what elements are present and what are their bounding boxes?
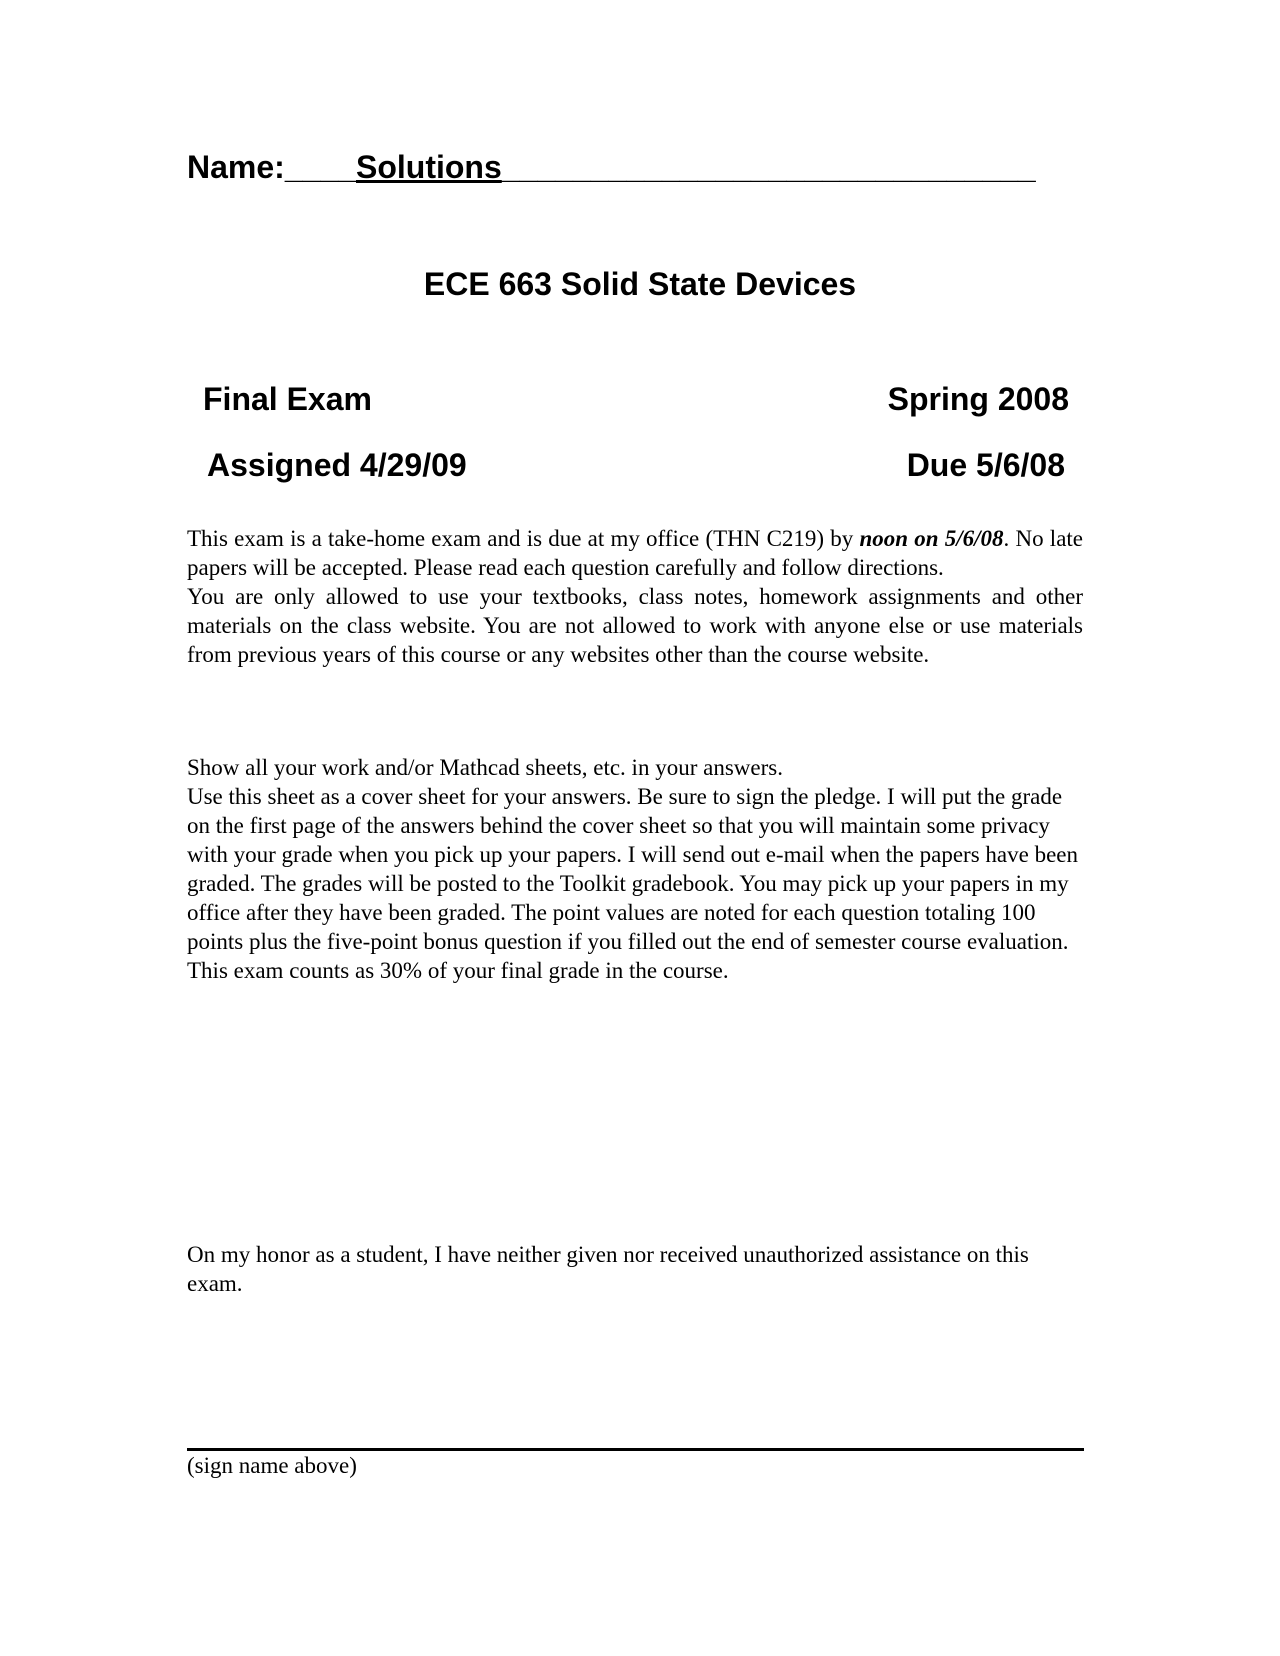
- course-title: ECE 663 Solid State Devices: [423, 266, 857, 302]
- deadline-emphasis: noon on 5/6/08: [859, 526, 1004, 551]
- exam-type: Final Exam: [203, 381, 372, 417]
- exam-type-row: [203, 380, 1069, 418]
- instructions-block-1: [187, 524, 1083, 669]
- para1-part2: . No late papers will be accepted. Please read each question carefully and follow directions.: [187, 526, 1084, 580]
- name-blank-trailing: ______________________________: [501, 149, 1036, 185]
- honor-pledge: On my honor as a student, I have neither given nor received unauthorized assistance on this exam.: [187, 1242, 1029, 1296]
- para1-part1: This exam is a take-home exam and is due at my office (THN C219) by: [187, 526, 860, 551]
- assigned-date: Assigned 4/29/09: [207, 447, 467, 483]
- signature-caption: (sign name above): [187, 1453, 357, 1478]
- name-blank-leading: ____: [284, 149, 356, 185]
- instructions-paragraph-2: You are only allowed to use your textbooks, class notes, homework assignments and other materials on the class website. You are not allowed to work with anyone else or use materials from previous years of this course or any websites other than the course website.: [187, 584, 1083, 667]
- exam-semester: Spring 2008: [887, 381, 1069, 417]
- name-value: Solutions: [356, 149, 502, 185]
- instructions-paragraph-3: Show all your work and/or Mathcad sheets, etc. in your answers.: [187, 755, 783, 780]
- due-date: Due 5/6/08: [906, 447, 1065, 483]
- instructions-block-2: [187, 753, 1083, 985]
- exam-dates-row: [207, 446, 1065, 484]
- instructions-paragraph-1: [187, 524, 1083, 582]
- name-label: Name:: [187, 149, 285, 185]
- name-line: [187, 148, 1036, 186]
- instructions-paragraph-4: Use this sheet as a cover sheet for your answers. Be sure to sign the pledge. I will put the grade on the first page of the answers behind the cover sheet so that you will maintain some privacy with your grade when you pick up your papers. I will send out e-mail when the papers have been graded. The grades will be posted to the Toolkit gradebook. You may pick up your papers in my office after they have been graded. The point values are noted for each question totaling 100 points plus the five-point bonus question if you filled out the end of semester course evaluation. This exam counts as 30% of your final grade in the course.: [187, 784, 1078, 983]
